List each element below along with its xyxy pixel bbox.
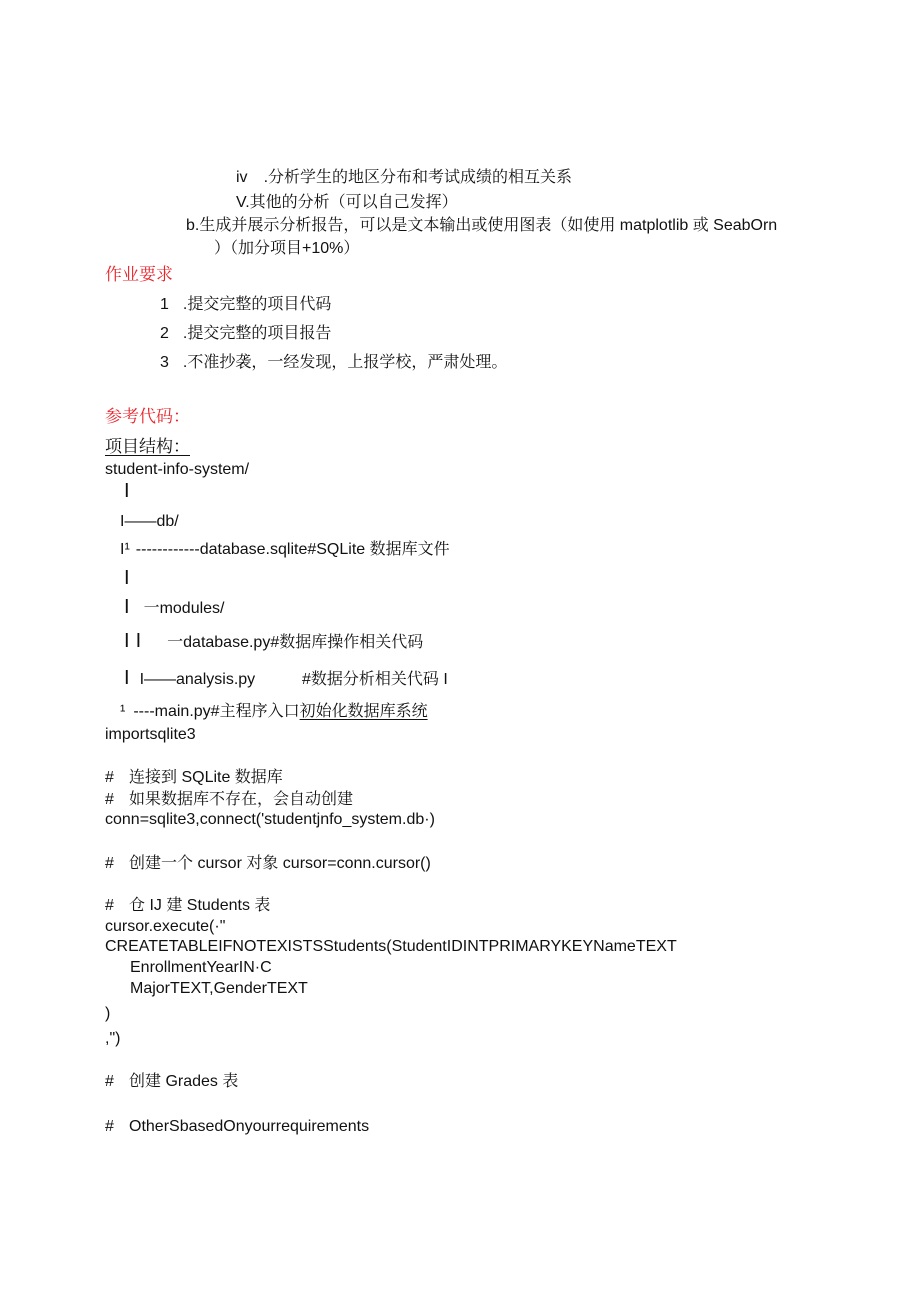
tree-pipe-glyph: I — [124, 567, 130, 589]
tree-db-file-prefix: I¹ — [120, 541, 130, 558]
structure-heading: 项目结构： — [105, 437, 190, 456]
tree-analysis-comment: #数据分析相关代码 I — [302, 671, 448, 688]
requirement-item-2 — [160, 324, 331, 344]
comment-hash: # — [105, 897, 114, 914]
code-conn: conn=sqlite3,connect('studentjnfo_system.db·) — [105, 811, 435, 828]
comment-hash: # — [105, 1073, 114, 1090]
code-comment-grades — [105, 1072, 238, 1092]
tree-main-py — [120, 702, 428, 722]
requirements-heading: 作业要求 — [105, 265, 173, 284]
list-text-iv: .分析学生的地区分布和考试成绩的相互关系 — [263, 169, 573, 186]
list-item-b-continuation: ）（加分项目+10%） — [214, 240, 360, 257]
comment-text: 连接到 SQLite 数据库 — [129, 769, 283, 786]
tree-db-file — [120, 540, 450, 560]
list-marker-iv: iv — [236, 169, 248, 186]
comment-text: 仓 IJ 建 Students 表 — [129, 897, 271, 914]
comment-hash: # — [105, 1118, 114, 1135]
tree-database-py-dash: 一 — [167, 634, 184, 651]
tree-database-py-text: database.py#数据库操作相关代码 — [183, 634, 424, 651]
tree-pipe-glyph: I — [124, 667, 130, 689]
requirement-num: 1 — [160, 296, 169, 313]
comment-hash: # — [105, 791, 114, 808]
comment-hash: # — [105, 855, 114, 872]
comment-text: 创建一个 cursor 对象 cursor=conn.cursor() — [129, 855, 431, 872]
code-execute: cursor.execute(·" — [105, 918, 226, 935]
code-enrollment: EnrollmentYearIN·C — [130, 959, 272, 976]
tree-pipe — [124, 481, 130, 503]
requirement-item-1 — [160, 295, 331, 315]
code-create-table: CREATETABLEIFNOTEXISTSStudents(StudentIDINTPRIMARYKEYNameTEXT — [105, 938, 677, 955]
list-item-iv — [236, 168, 572, 188]
code-major: MajorTEXT,GenderTEXT — [130, 980, 308, 997]
tree-pipe-glyph: I — [124, 480, 130, 502]
requirement-text: .不准抄袭，一经发现，上报学校，严肃处理。 — [182, 354, 508, 371]
requirement-text: .提交完整的项目代码 — [182, 296, 332, 313]
reference-heading: 参考代码： — [105, 407, 190, 426]
code-comment-connect — [105, 768, 283, 788]
tree-pipe-glyph: I — [135, 630, 142, 652]
code-close-end: ,") — [105, 1030, 121, 1047]
tree-pipe-glyph: I — [124, 630, 130, 652]
list-item-v: V.其他的分析（可以自己发挥） — [236, 194, 458, 211]
tree-analysis-py-text: I——analysis.py — [139, 671, 256, 688]
tree-pipe-glyph: I — [124, 596, 130, 618]
tree-main-text: ----main.py#主程序入口 — [133, 703, 300, 720]
tree-analysis-py — [124, 668, 255, 690]
tree-database-py — [124, 631, 423, 653]
code-close-paren: ) — [105, 1005, 111, 1022]
tree-db-dir: I——db/ — [120, 513, 179, 530]
comment-hash: # — [105, 769, 114, 786]
tree-pipe — [124, 568, 130, 590]
comment-text: 创建 Grades 表 — [129, 1073, 239, 1090]
requirement-num: 3 — [160, 354, 169, 371]
tree-modules-dir — [124, 597, 225, 619]
tree-modules-dash: 一 — [143, 600, 160, 617]
tree-main-prefix: ¹ — [120, 703, 126, 720]
code-comment-cursor — [105, 854, 431, 874]
list-item-b: b.生成并展示分析报告，可以是文本输出或使用图表（如使用 matplotlib 或 SeabOrn — [186, 217, 778, 234]
code-comment-students — [105, 896, 270, 916]
requirement-num: 2 — [160, 325, 169, 342]
tree-db-file-text: ------------database.sqlite#SQLite 数据库文件 — [135, 541, 450, 558]
tree-modules-text: modules/ — [159, 600, 225, 617]
tree-main-underlined: 初始化数据库系统 — [299, 703, 428, 720]
requirement-text: .提交完整的项目报告 — [182, 325, 332, 342]
comment-text: 如果数据库不存在，会自动创建 — [129, 791, 354, 808]
code-import: importsqlite3 — [105, 726, 196, 743]
comment-text: OtherSbasedOnyourrequirements — [129, 1118, 370, 1135]
requirement-item-3 — [160, 353, 507, 373]
tree-root: student-info-system/ — [105, 461, 250, 478]
code-comment-others — [105, 1117, 369, 1137]
code-comment-autocreate — [105, 790, 353, 810]
